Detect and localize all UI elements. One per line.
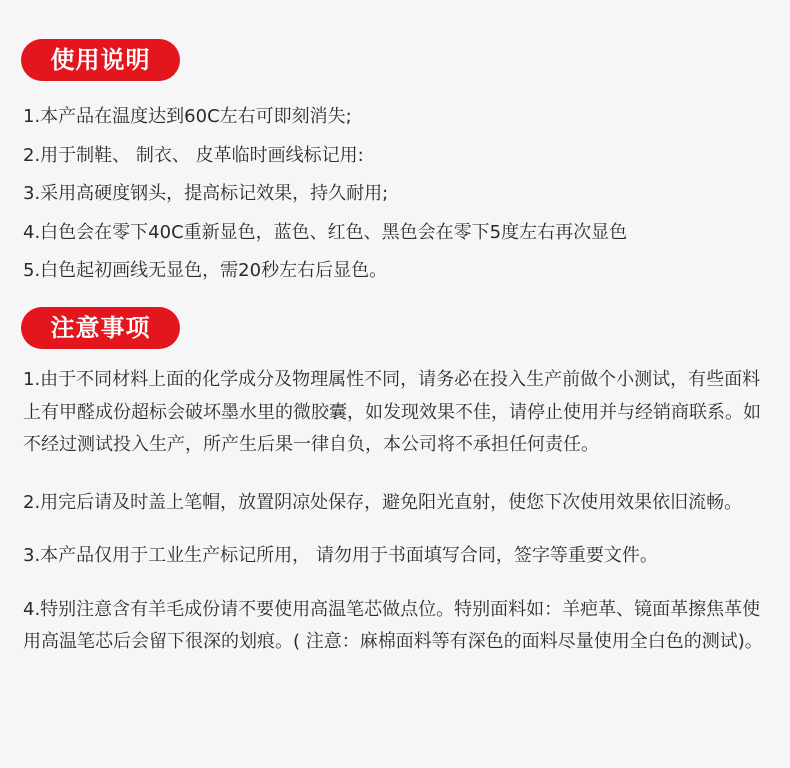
notes-section-title: 注意事项 — [21, 307, 180, 349]
usage-item: 4.白色会在零下40C重新显色，蓝色、红色、黑色会在零下5度左右再次显色 — [23, 221, 628, 243]
notes-list — [23, 364, 771, 659]
usage-list — [23, 98, 773, 291]
note-item: 4.特别注意含有羊毛成份请不要使用高温笔芯做点位。特别面料如：羊疤革、镜面革擦焦革使用高温笔芯后会留下很深的划痕。( 注意：麻棉面料等有深色的面料尽量使用全白色的测试)。 — [23, 598, 763, 652]
note-item: 1.由于不同材料上面的化学成分及物理属性不同，请务必在投入生产前做个小测试，有些面料上有甲醛成份超标会破坏墨水里的微胶囊，如发现效果不佳，请停止使用并与经销商联系。如不经过测试投入生产，所产生后果一律自负，本公司将不承担任何责任。 — [23, 369, 761, 455]
usage-item: 2.用于制鞋、 制衣、 皮革临时画线标记用: — [23, 144, 364, 166]
usage-section-title: 使用说明 — [21, 39, 180, 81]
note-item: 3.本产品仅用于工业生产标记所用， 请勿用于书面填写合同，签字等重要文件。 — [23, 545, 658, 566]
note-item: 2.用完后请及时盖上笔帽，放置阴凉处保存，避免阳光直射，使您下次使用效果依旧流畅。 — [23, 491, 743, 513]
usage-item: 1.本产品在温度达到60C左右可即刻消失; — [23, 106, 352, 127]
usage-item: 5.白色起初画线无显色，需20秒左右后显色。 — [23, 260, 388, 281]
usage-item: 3.采用高硬度钢头，提高标记效果，持久耐用; — [23, 183, 389, 204]
